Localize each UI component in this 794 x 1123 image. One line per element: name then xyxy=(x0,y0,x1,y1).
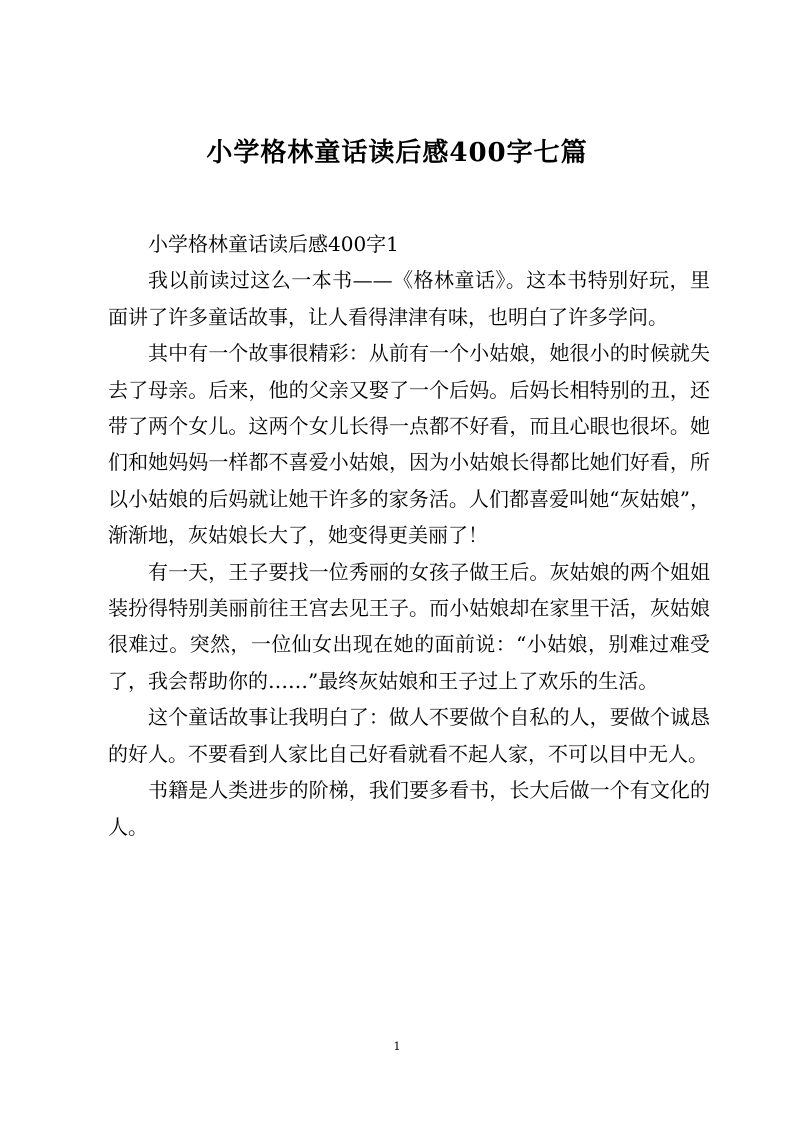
document-title: 小学格林童话读后感400字七篇 xyxy=(206,138,588,168)
document-body xyxy=(108,226,710,845)
paragraph-story-beginning: 其中有一个故事很精彩：从前有一个小姑娘，她很小的时候就失去了母亲。后来，他的父亲又娶了一个后妈。后妈长相特别的丑，还带了两个女儿。这两个女儿长得一点都不好看，而且心眼也很坏。她们和她妈妈一样都不喜爱小姑娘，因为小姑娘长得都比她们好看，所以小姑娘的后妈就让她干许多的家务活。人们都喜爱叫她“灰姑娘”，渐渐地，灰姑娘长大了，她变得更美丽了！ xyxy=(108,341,710,548)
paragraph-story-ending: 有一天，王子要找一位秀丽的女孩子做王后。灰姑娘的两个姐姐装扮得特别美丽前往王宫去见王子。而小姑娘却在家里干活，灰姑娘很难过。突然，一位仙女出现在她的面前说：“小姑娘，别难过难受了，我会帮助你的……”最终灰姑娘和王子过上了欢乐的生活。 xyxy=(108,559,710,693)
paragraph-conclusion: 书籍是人类进步的阶梯，我们要多看书，长大后做一个有文化的人。 xyxy=(108,778,710,839)
page-number: 1 xyxy=(393,1040,401,1053)
section-heading: 小学格林童话读后感400字1 xyxy=(148,232,399,256)
paragraph-intro: 我以前读过这么一本书——《格林童话》。这本书特别好玩，里面讲了许多童话故事，让人看得津津有味，也明白了许多学问。 xyxy=(108,268,710,329)
paragraph-lesson: 这个童话故事让我明白了：做人不要做个自私的人，要做个诚恳的好人。不要看到人家比自己好看就看不起人家，不可以目中无人。 xyxy=(108,705,710,766)
